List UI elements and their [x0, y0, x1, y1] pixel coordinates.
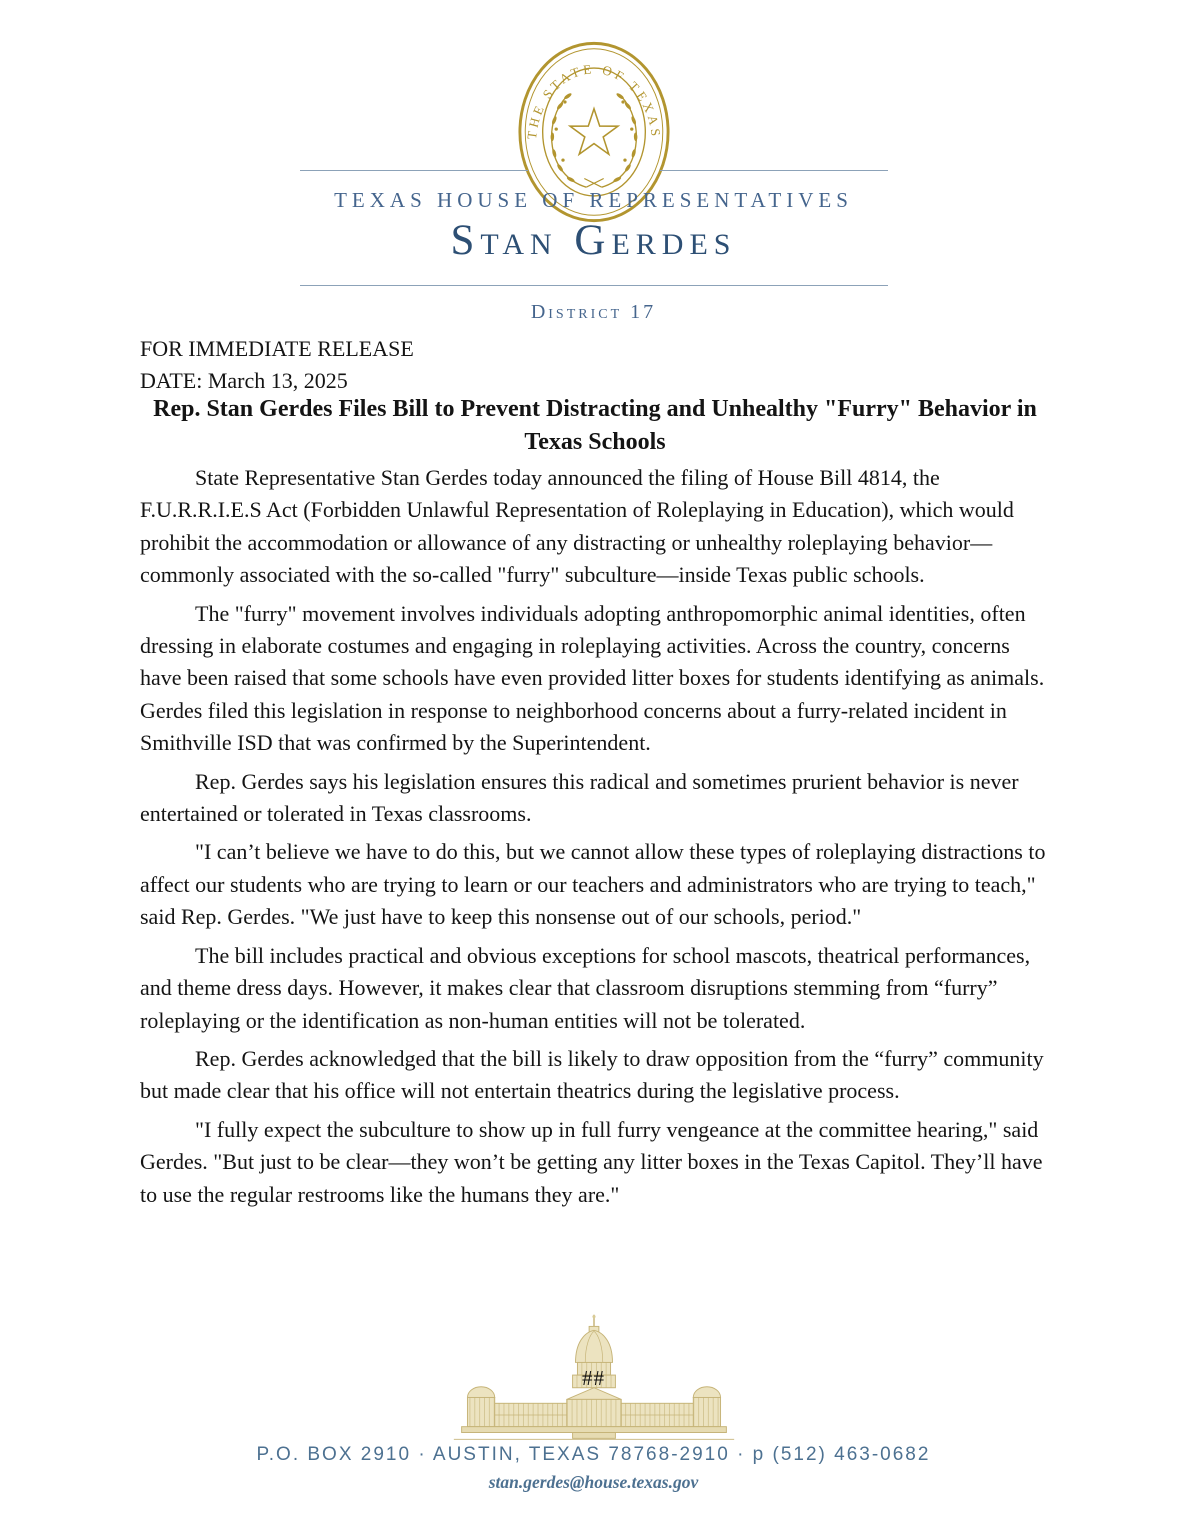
- end-of-release-marker: ##: [582, 1366, 605, 1390]
- paragraph-6: Rep. Gerdes acknowledged that the bill is likely to draw opposition from the “furry” community but made clear that his office will not entertain theatrics during the legislative process.: [140, 1045, 1044, 1104]
- paragraph-4: "I can’t believe we have to do this, but we cannot allow these types of roleplaying distractions to affect our students who are trying to learn or our teachers and administrators who are trying to teach," said Rep. Gerdes. "We just have to keep this nonsense out of our schools, period.": [140, 839, 1046, 930]
- seal-text: THE STATE OF TEXAS: [523, 61, 664, 141]
- lone-star-icon: [570, 109, 618, 155]
- paragraph-7: "I fully expect the subculture to show up in full furry vengeance at the committee hearing," said Gerdes. "But just to be clear—they won’t be getting any litter boxes in the Texas Capitol. They’ll have to use the regular restrooms like the humans they are.": [140, 1116, 1043, 1207]
- header-rule-bottom: [300, 285, 888, 286]
- header-rule-right: [660, 170, 888, 171]
- wreath-leaves-icon: [550, 92, 637, 183]
- date-line: DATE: March 13, 2025: [140, 368, 348, 393]
- header-rule-left: [300, 170, 528, 171]
- organization-title: TEXAS HOUSE OF REPRESENTATIVES: [334, 188, 853, 212]
- district-label: District 17: [530, 301, 657, 323]
- press-release-body: [140, 462, 1052, 1217]
- representative-name: Stan Gerdes: [450, 217, 737, 264]
- headline: Rep. Stan Gerdes Files Bill to Prevent Distracting and Unhealthy "Furry" Behavior in Texas Schools: [153, 396, 1037, 455]
- release-meta: [140, 333, 414, 397]
- paragraph-1: State Representative Stan Gerdes today announced the filing of House Bill 4814, the F.U.R.R.I.E.S Act (Forbidden Unlawful Representation of Roleplaying in Education), which would prohibit the accommodation or allowance of any distracting or unhealthy roleplaying behavior—commonly associated with the so-called "furry" subculture—inside Texas public schools.: [140, 465, 1014, 588]
- paragraph-5: The bill includes practical and obvious exceptions for school mascots, theatrical performances, and theme dress days. However, it makes clear that classroom disruptions stemming from “furry” roleplaying or the identification as non-human entities will not be tolerated.: [140, 942, 1031, 1033]
- footer-email: stan.gerdes@house.texas.gov: [488, 1472, 699, 1492]
- for-immediate-release-line: FOR IMMEDIATE RELEASE: [140, 336, 414, 361]
- footer-address: P.O. BOX 2910 · AUSTIN, TEXAS 78768-2910 · p (512) 463-0682: [256, 1444, 931, 1465]
- paragraph-3: Rep. Gerdes says his legislation ensures this radical and sometimes prurient behavior is never entertained or tolerated in Texas classrooms.: [140, 768, 1019, 827]
- paragraph-2: The "furry" movement involves individuals adopting anthropomorphic animal identities, often dressing in elaborate costumes and engaging in roleplaying activities. Across the country, concerns have been raised that some schools have even provided litter boxes for students identifying as animals. Gerdes filed this legislation in response to neighborhood concerns about a furry-related incident in Smithville ISD that was confirmed by the Superintendent.: [140, 600, 1045, 756]
